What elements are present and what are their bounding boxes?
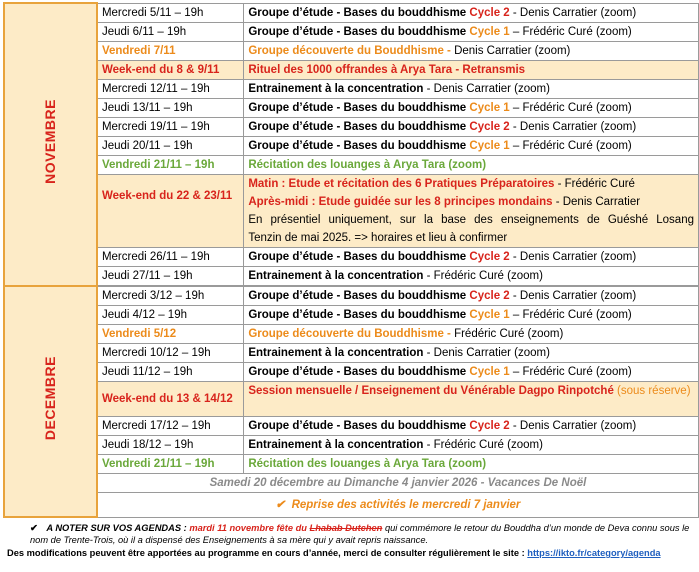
event-date: Jeudi 13/11 – 19h: [97, 98, 244, 117]
event-date: Vendredi 7/11: [97, 41, 244, 60]
event-description: [244, 435, 699, 454]
event-date: Mercredi 17/12 – 19h: [97, 416, 244, 435]
check-icon: ✔: [275, 498, 286, 511]
table-row: [4, 174, 699, 247]
table-row: [4, 435, 699, 454]
event-note: Tenzin de mai 2025. => horaires et lieu à confirmer: [248, 231, 508, 244]
event-note: (sous réserve): [613, 384, 691, 397]
event-title: Groupe d’étude - Bases du bouddhisme: [248, 120, 467, 133]
event-description: [244, 454, 699, 473]
event-description: [244, 60, 699, 79]
event-description: [244, 266, 699, 285]
table-row: [4, 492, 699, 517]
month-november-label: NOVEMBRE: [42, 99, 59, 184]
event-description: [244, 247, 699, 266]
event-teacher: – Frédéric Curé (zoom): [512, 101, 632, 114]
month-december-cell: [4, 286, 97, 517]
event-title: Récitation des louanges à Arya Tara (zoom): [248, 158, 487, 171]
event-title: Rituel des 1000 offrandes à Arya Tara - Retransmis: [248, 63, 526, 76]
table-row: [4, 473, 699, 492]
event-line: [248, 175, 694, 193]
event-date: Jeudi 20/11 – 19h: [97, 136, 244, 155]
event-date: Mercredi 19/11 – 19h: [97, 117, 244, 136]
cycle-tag: Cycle 1: [469, 139, 510, 152]
agenda-note: [30, 522, 694, 546]
event-teacher: Frédéric Curé (zoom): [450, 327, 564, 340]
table-row: [4, 41, 699, 60]
event-description: [244, 98, 699, 117]
event-teacher: - Frédéric Curé (zoom): [423, 438, 543, 451]
event-title: Groupe d’étude - Bases du bouddhisme: [248, 308, 467, 321]
cycle-tag: Cycle 1: [469, 365, 510, 378]
table-row: [4, 98, 699, 117]
event-teacher: - Denis Carratier (zoom): [512, 419, 637, 432]
table-row: [4, 60, 699, 79]
event-date: Jeudi 18/12 – 19h: [97, 435, 244, 454]
event-date: Jeudi 6/11 – 19h: [97, 22, 244, 41]
event-description: [244, 324, 699, 343]
table-row: [4, 117, 699, 136]
event-title: Groupe découverte du Bouddhisme -: [248, 44, 451, 57]
event-description: [244, 79, 699, 98]
event-title: Groupe d’étude - Bases du bouddhisme: [248, 25, 467, 38]
event-description: [244, 416, 699, 435]
event-description: [244, 155, 699, 174]
table-row: [4, 324, 699, 343]
cycle-tag: Cycle 2: [469, 250, 510, 263]
schedule-table: [3, 2, 699, 518]
event-teacher: - Denis Carratier (zoom): [512, 250, 637, 263]
agenda-event-name: Lhabab Dutchen: [309, 523, 383, 533]
event-description: [244, 41, 699, 60]
table-row: [4, 22, 699, 41]
modification-text: Des modifications peuvent être apportées au programme en cours d’année, merci de consulter régulièrement le site :: [7, 548, 525, 558]
event-date: Mercredi 10/12 – 19h: [97, 343, 244, 362]
vacation-notice: Samedi 20 décembre au Dimanche 4 janvier 2026 - Vacances De Noël: [97, 473, 699, 492]
event-date: Week-end du 22 & 23/11: [97, 174, 244, 247]
event-date: Jeudi 4/12 – 19h: [97, 305, 244, 324]
event-teacher: - Frédéric Curé: [554, 177, 635, 190]
event-title: Groupe d’étude - Bases du bouddhisme: [248, 101, 467, 114]
event-teacher: - Denis Carratier (zoom): [423, 82, 550, 95]
event-description: [244, 3, 699, 22]
event-description: [244, 381, 699, 416]
event-title: Entrainement à la concentration: [248, 82, 424, 95]
table-row: [4, 305, 699, 324]
event-teacher: - Denis Carratier (zoom): [423, 346, 550, 359]
cycle-tag: Cycle 2: [469, 6, 510, 19]
table-row: [4, 343, 699, 362]
event-date: Jeudi 11/12 – 19h: [97, 362, 244, 381]
event-description: [244, 305, 699, 324]
event-description: [244, 343, 699, 362]
cycle-tag: Cycle 2: [469, 289, 510, 302]
cycle-tag: Cycle 1: [469, 101, 510, 114]
event-date: Mercredi 5/11 – 19h: [97, 3, 244, 22]
event-date: Vendredi 21/11 – 19h: [97, 155, 244, 174]
event-date: Jeudi 27/11 – 19h: [97, 266, 244, 285]
agenda-date: mardi 11 novembre fête du: [189, 523, 307, 533]
event-line: [248, 193, 694, 211]
event-title: Entrainement à la concentration: [248, 346, 424, 359]
event-description: [244, 174, 699, 247]
event-title: Session mensuelle / Enseignement du Vénérable Dagpo Rinpotché: [248, 384, 614, 397]
event-description: [244, 286, 699, 305]
table-row: [4, 3, 699, 22]
event-date: Week-end du 8 & 9/11: [97, 60, 244, 79]
event-title: Groupe d’étude - Bases du bouddhisme: [248, 6, 467, 19]
event-title: Groupe d’étude - Bases du bouddhisme: [248, 289, 467, 302]
event-title: Matin : Etude et récitation des 6 Pratiques Préparatoires: [248, 177, 555, 190]
cycle-tag: Cycle 1: [469, 25, 510, 38]
table-row: [4, 155, 699, 174]
table-row: [4, 381, 699, 416]
event-title: Groupe d’étude - Bases du bouddhisme: [248, 365, 467, 378]
event-title: Groupe d’étude - Bases du bouddhisme: [248, 250, 467, 263]
event-title: Entrainement à la concentration: [248, 438, 424, 451]
modification-note: [7, 547, 697, 559]
event-description: [244, 362, 699, 381]
event-title: Groupe découverte du Bouddhisme -: [248, 327, 451, 340]
event-title: Entrainement à la concentration: [248, 269, 424, 282]
event-teacher: - Denis Carratier (zoom): [512, 289, 637, 302]
agenda-description: qui commémore le retour du Bouddha d’un monde de Deva connu sous le nom de Trente-Trois, où il a dispensé des Enseignements à sa mère qui y avait repris naissance.: [30, 523, 690, 545]
resume-notice: [97, 492, 699, 517]
month-december-label: DECEMBRE: [42, 356, 59, 441]
cycle-tag: Cycle 2: [469, 120, 510, 133]
event-description: [244, 22, 699, 41]
table-row: [4, 79, 699, 98]
table-row: [4, 416, 699, 435]
event-title: Après-midi : Etude guidée sur les 8 principes mondains: [248, 195, 553, 208]
event-teacher: Denis Carratier (zoom): [450, 44, 571, 57]
agenda-label: A NOTER SUR VOS AGENDAS :: [46, 523, 187, 533]
table-row: [4, 266, 699, 285]
table-row: [4, 136, 699, 155]
table-row: [4, 286, 699, 305]
event-date: Vendredi 5/12: [97, 324, 244, 343]
event-title: Récitation des louanges à Arya Tara (zoom): [248, 457, 487, 470]
event-teacher: - Denis Carratier (zoom): [512, 120, 637, 133]
month-november-cell: [4, 3, 97, 286]
agenda-link[interactable]: https://ikto.fr/category/agenda: [527, 548, 661, 558]
event-date: Vendredi 21/11 – 19h: [97, 454, 244, 473]
event-title: Groupe d’étude - Bases du bouddhisme: [248, 139, 467, 152]
table-row: [4, 362, 699, 381]
table-row: [4, 454, 699, 473]
event-date: Mercredi 26/11 – 19h: [97, 247, 244, 266]
event-teacher: – Frédéric Curé (zoom): [512, 25, 632, 38]
event-title: Groupe d’étude - Bases du bouddhisme: [248, 419, 467, 432]
event-description: [244, 136, 699, 155]
event-note: En présentiel uniquement, sur la base des enseignements de Guéshé Losang: [248, 213, 694, 226]
event-teacher: – Frédéric Curé (zoom): [512, 139, 632, 152]
event-teacher: – Frédéric Curé (zoom): [512, 308, 632, 321]
check-icon: ✔: [30, 523, 38, 533]
event-teacher: – Frédéric Curé (zoom): [512, 365, 632, 378]
event-teacher: - Frédéric Curé (zoom): [423, 269, 543, 282]
event-description: [244, 117, 699, 136]
cycle-tag: Cycle 2: [469, 419, 510, 432]
event-teacher: - Denis Carratier: [552, 195, 641, 208]
cycle-tag: Cycle 1: [469, 308, 510, 321]
event-date: Week-end du 13 & 14/12: [97, 381, 244, 416]
event-date: Mercredi 3/12 – 19h: [97, 286, 244, 305]
table-row: [4, 247, 699, 266]
event-date: Mercredi 12/11 – 19h: [97, 79, 244, 98]
resume-text: Reprise des activités le mercredi 7 janvier: [291, 498, 521, 511]
event-teacher: - Denis Carratier (zoom): [512, 6, 637, 19]
